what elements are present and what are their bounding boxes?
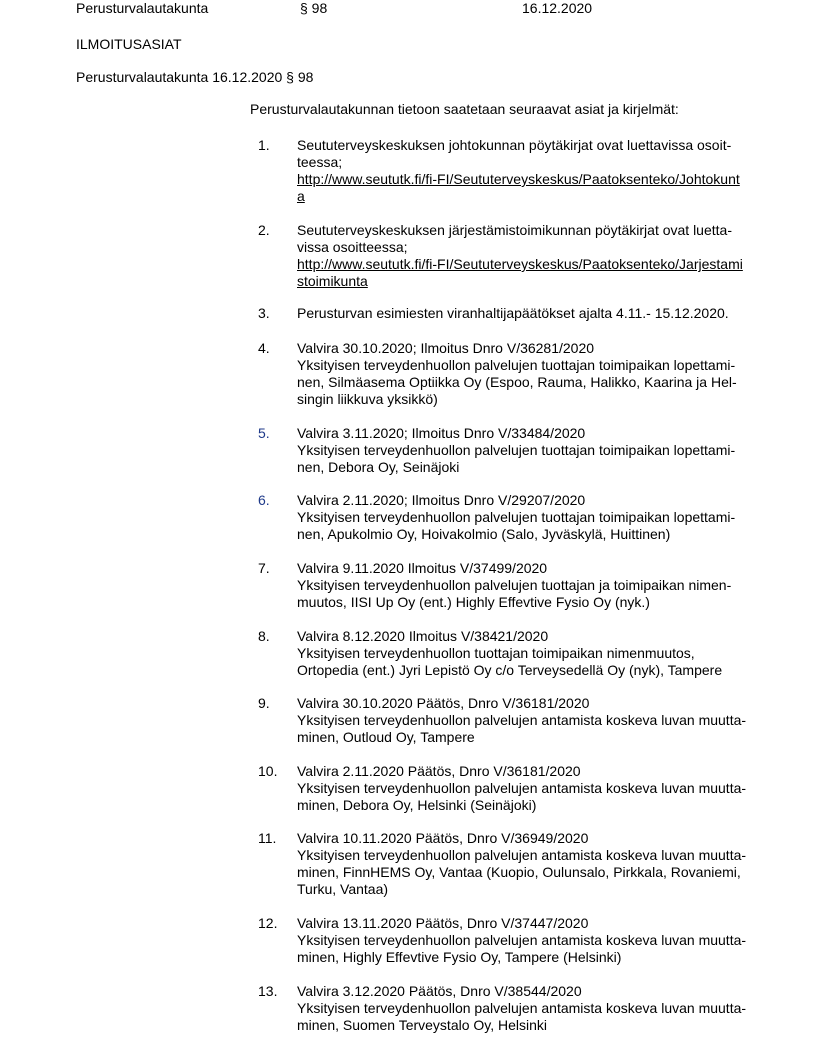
item-body	[297, 628, 777, 679]
item-body	[297, 222, 777, 290]
item-number: 12.	[258, 915, 278, 931]
item-body	[297, 983, 777, 1034]
item-link[interactable]: http://www.seututk.fi/fi-FI/Seututerveyskeskus/Paatoksenteko/Johtokunt	[297, 171, 740, 187]
item-text-line: Ortopedia (ent.) Jyri Lepistö Oy c/o Terveysedellä Oy (nyk), Tampere	[297, 662, 723, 678]
item-text-line: Valvira 13.11.2020 Päätös, Dnro V/37447/2020	[297, 915, 589, 931]
item-number: 13.	[258, 983, 278, 999]
item-link[interactable]: a	[297, 188, 305, 204]
item-number: 3.	[258, 305, 270, 321]
item-text-line: Seututerveyskeskuksen järjestämistoimikunnan pöytäkirjat ovat luetta-	[297, 222, 732, 238]
item-text-line: minen, Debora Oy, Helsinki (Seinäjoki)	[297, 797, 537, 813]
item-text-line: Yksityisen terveydenhuollon palvelujen antamista koskeva luvan muutta-	[297, 780, 747, 796]
item-text-line: teessa;	[297, 154, 343, 170]
item-body	[297, 425, 777, 476]
item-number: 4.	[258, 340, 270, 356]
item-body	[297, 915, 777, 966]
header-section: § 98	[300, 0, 328, 16]
item-text-line: Valvira 8.12.2020 Ilmoitus V/38421/2020	[297, 628, 549, 644]
item-text-line: muutos, IISI Up Oy (ent.) Highly Effevtive Fysio Oy (nyk.)	[297, 594, 650, 610]
item-text-line: Valvira 30.10.2020; Ilmoitus Dnro V/36281/2020	[297, 340, 595, 356]
item-text-line: nen, Silmäasema Optiikka Oy (Espoo, Rauma, Halikko, Kaarina ja Hel-	[297, 374, 737, 390]
header-date: 16.12.2020	[522, 0, 593, 16]
item-body	[297, 340, 777, 408]
item-body	[297, 695, 777, 746]
item-text-line: Yksityisen terveydenhuollon palvelujen antamista koskeva luvan muutta-	[297, 1000, 747, 1016]
item-text-line: Yksityisen terveydenhuollon palvelujen antamista koskeva luvan muutta-	[297, 847, 747, 863]
item-text-line: Yksityisen terveydenhuollon palvelujen tuottajan toimipaikan lopettami-	[297, 442, 736, 458]
item-text-line: nen, Debora Oy, Seinäjoki	[297, 459, 460, 475]
item-text-line: Yksityisen terveydenhuollon palvelujen tuottajan toimipaikan lopettami-	[297, 357, 736, 373]
item-body	[297, 305, 777, 322]
item-number: 5.	[258, 425, 270, 441]
item-text-line: minen, Highly Effevtive Fysio Oy, Tampere (Helsinki)	[297, 949, 622, 965]
item-body	[297, 763, 777, 814]
item-text-line: Yksityisen terveydenhuollon palvelujen tuottajan ja toimipaikan nimen-	[297, 577, 732, 593]
item-number: 8.	[258, 628, 270, 644]
item-text-line: Yksityisen terveydenhuollon palvelujen antamista koskeva luvan muutta-	[297, 712, 747, 728]
item-number: 9.	[258, 695, 270, 711]
item-body	[297, 137, 777, 205]
item-text-line: vissa osoitteessa;	[297, 239, 408, 255]
item-link[interactable]: stoimikunta	[297, 273, 368, 289]
item-number: 11.	[258, 830, 277, 846]
item-text-line: singin liikkuva yksikkö)	[297, 391, 438, 407]
item-link[interactable]: http://www.seututk.fi/fi-FI/Seututerveyskeskus/Paatoksenteko/Jarjestami	[297, 256, 743, 272]
item-text-line: Valvira 10.11.2020 Päätös, Dnro V/36949/2020	[297, 830, 589, 846]
item-text-line: Perusturvan esimiesten viranhaltijapäätökset ajalta 4.11.- 15.12.2020.	[297, 305, 729, 321]
meeting-reference: Perusturvalautakunta 16.12.2020 § 98	[76, 69, 314, 85]
item-body	[297, 492, 777, 543]
item-number: 7.	[258, 560, 270, 576]
item-number: 1.	[258, 137, 270, 153]
item-number: 6.	[258, 492, 270, 508]
item-text-line: minen, FinnHEMS Oy, Vantaa (Kuopio, Oulunsalo, Pirkkala, Rovaniemi,	[297, 864, 741, 880]
item-text-line: Valvira 9.11.2020 Ilmoitus V/37499/2020	[297, 560, 548, 576]
item-text-line: Valvira 2.11.2020 Päätös, Dnro V/36181/2020	[297, 763, 581, 779]
item-text-line: Valvira 2.11.2020; Ilmoitus Dnro V/29207/2020	[297, 492, 586, 508]
item-number: 10.	[258, 763, 278, 779]
item-text-line: nen, Apukolmio Oy, Hoivakolmio (Salo, Jyväskylä, Huittinen)	[297, 526, 671, 542]
item-text-line: Seututerveyskeskuksen johtokunnan pöytäkirjat ovat luettavissa osoit-	[297, 137, 732, 153]
item-text-line: minen, Suomen Terveystalo Oy, Helsinki	[297, 1017, 548, 1033]
item-text-line: minen, Outloud Oy, Tampere	[297, 729, 475, 745]
item-text-line: Yksityisen terveydenhuollon palvelujen antamista koskeva luvan muutta-	[297, 932, 747, 948]
item-text-line: Valvira 3.11.2020; Ilmoitus Dnro V/33484/2020	[297, 425, 586, 441]
item-text-line: Yksityisen terveydenhuollon palvelujen tuottajan toimipaikan lopettami-	[297, 509, 736, 525]
item-body	[297, 560, 777, 611]
intro-text: Perusturvalautakunnan tietoon saatetaan seuraavat asiat ja kirjelmät:	[250, 101, 679, 117]
item-text-line: Yksityisen terveydenhuollon tuottajan toimipaikan nimenmuutos,	[297, 645, 695, 661]
item-text-line: Valvira 30.10.2020 Päätös, Dnro V/36181/2020	[297, 695, 590, 711]
item-body	[297, 830, 777, 898]
item-number: 2.	[258, 222, 270, 238]
item-text-line: Turku, Vantaa)	[297, 881, 389, 897]
document-title: ILMOITUSASIAT	[76, 36, 182, 52]
header-committee: Perusturvalautakunta	[76, 0, 209, 16]
item-text-line: Valvira 3.12.2020 Päätös, Dnro V/38544/2020	[297, 983, 582, 999]
